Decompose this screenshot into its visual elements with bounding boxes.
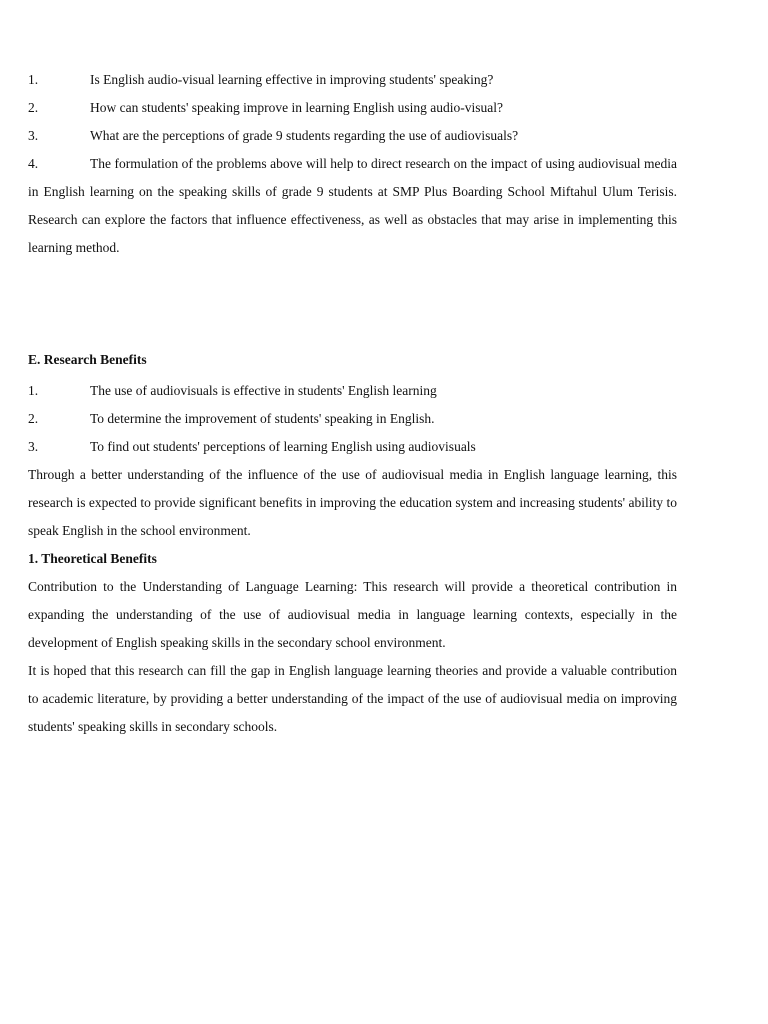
- list-text: Is English audio-visual learning effective in improving students' speaking?: [90, 72, 494, 87]
- theoretical-paragraph-1: Contribution to the Understanding of Language Learning: This research will provide a theoretical contribution in expanding the understanding of the use of audiovisual media in language learning contexts, especially in the development of English speaking skills in the secondary school environment.: [28, 579, 677, 650]
- list-number: 2.: [28, 100, 39, 115]
- document-page: [28, 66, 677, 741]
- list-text: The use of audiovisuals is effective in students' English learning: [90, 383, 437, 398]
- list-number: 4.: [28, 156, 39, 171]
- subheading-theoretical-benefits: 1. Theoretical Benefits: [28, 551, 157, 566]
- list-text: To find out students' perceptions of learning English using audiovisuals: [90, 439, 476, 454]
- theoretical-paragraph-2: It is hoped that this research can fill the gap in English language learning theories and provide a valuable contribution to academic literature, by providing a better understanding of the impact of the use of audiovisual media on improving students' speaking skills in secondary schools.: [28, 663, 677, 734]
- section-spacer: [28, 262, 677, 346]
- list-number: 1.: [28, 72, 39, 87]
- list-number: 3.: [28, 128, 39, 143]
- problem-list-item-4: [28, 150, 677, 262]
- list-number: 1.: [28, 383, 39, 398]
- problem-list-item-2: [28, 94, 677, 122]
- problem-list-item-3: [28, 122, 677, 150]
- list-number: 2.: [28, 411, 39, 426]
- list-number: 3.: [28, 439, 39, 454]
- list-text: To determine the improvement of students' speaking in English.: [90, 411, 435, 426]
- benefit-list-item-1: [28, 377, 677, 405]
- problem-list-item-1: [28, 66, 677, 94]
- benefit-list-item-3: [28, 433, 677, 461]
- list-text: How can students' speaking improve in learning English using audio-visual?: [90, 100, 503, 115]
- benefit-list-item-2: [28, 405, 677, 433]
- list-text: What are the perceptions of grade 9 students regarding the use of audiovisuals?: [90, 128, 519, 143]
- list-text: The formulation of the problems above will help to direct research on the impact of using audiovisual media in English learning on the speaking skills of grade 9 students at SMP Plus Boarding School Miftahul Ulum Terisis. Research can explore the factors that influence effectiveness, as well as obstacles that may arise in implementing this learning method.: [28, 156, 677, 255]
- section-heading-research-benefits: E. Research Benefits: [28, 352, 147, 367]
- benefits-paragraph: Through a better understanding of the influence of the use of audiovisual media in English language learning, this research is expected to provide significant benefits in improving the education system and increasing students' ability to speak English in the school environment.: [28, 467, 677, 538]
